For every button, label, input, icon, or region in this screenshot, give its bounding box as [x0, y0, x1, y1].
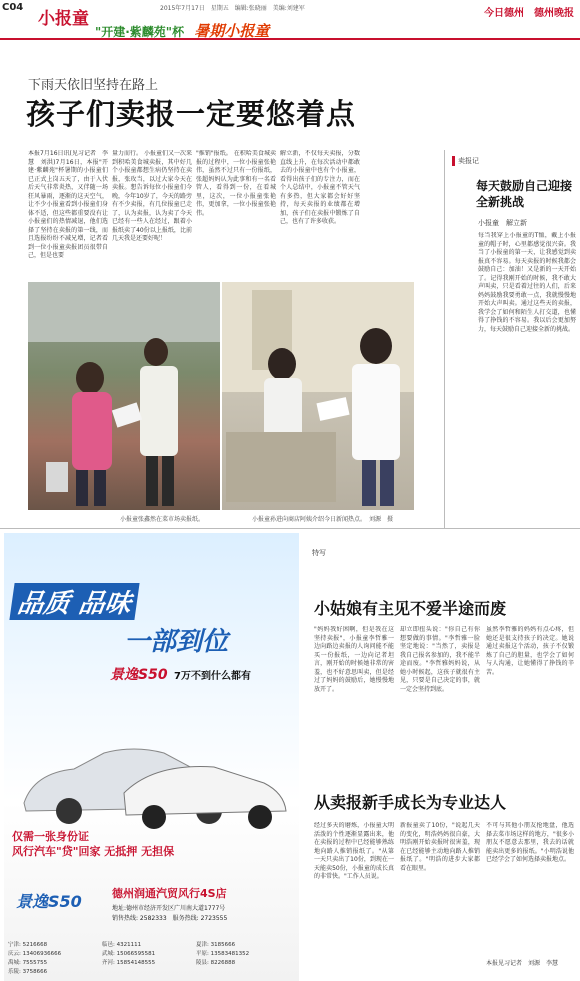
ad-slogan-1: 品质 品味 [9, 583, 139, 620]
ad-contact: 平原: 13583481352 [196, 951, 250, 957]
column-divider [444, 150, 445, 528]
feature-tag: 特写 [312, 549, 326, 557]
ad-dealer: 德州润通汽贸风行4S店 [112, 887, 227, 900]
ad-offer-line-2: 风行汽车"贷"回家 无抵押 无担保 [12, 845, 175, 858]
ad-contact: 宁津: 5216668 [8, 942, 48, 948]
ad-slogan-2: 一部到位 [124, 627, 229, 657]
ad-contact: 乐陵: 3758666 [8, 969, 48, 975]
side-headline: 每天鼓励自己迎接全新挑战 [476, 179, 573, 209]
photo-market-illustration [28, 282, 220, 510]
side-byline: 小报童 解立新 [478, 219, 527, 227]
header-info: 2015年7月17日 星期五 编辑:张晓丽 美编:刘建军 [160, 5, 305, 12]
photo-shop-illustration [222, 282, 414, 510]
banner-part2: 暑期小报童 [194, 22, 270, 40]
photo-market [28, 282, 220, 510]
section-divider [0, 528, 580, 529]
side-tag: 卖报记 [452, 156, 479, 166]
lead-kicker: 下雨天依旧坚持在路上 [28, 78, 159, 93]
lead-column-1: 本报7月16日讯(见习记者 李慧 刘洪)7月16日，本报"开建·紫麟苑"杯暑期的小报童们已正式上岗五天了，由于入伏后天气非常炎热，又伴随一场狂风暴雨，逐渐的这天空气，让不少小报童看到小报童们身体不适，但这些都重要没有让小报童们的热情减退，他们选择了坚持在卖报的第一线，而且选报纷纷不减兄增，记者看到一位小报童卖报团员很带自己，但是也要 [28, 150, 108, 259]
ad-price: 7万不到什么都有 [174, 671, 251, 682]
event-banner [95, 20, 430, 38]
lead-headline: 孩子们卖报一定要悠着点 [26, 97, 357, 131]
photo-shop [222, 282, 414, 510]
feature-story2-col2: 新报童卖了10份，"说起几天的变化，明浩妈妈很自豪，大明浩刚开始卖报时很害羞，现在已经能够主动地向路人推销报纸了。"明浩的进步大家都看在眼里。 [400, 822, 480, 872]
section-name: 小报童 [38, 9, 89, 29]
feature-story1-col1: "妈妈我好困啊，但是我在这坚持卖报"，小报童李哲雅一边向路边卖报的人询问能不能买一份报纸，一边向记者坦言，刚开始的时候她非常的害羞，也不好意思叫卖，但是经过了妈妈的鼓励后，她慢慢地放开了。 [314, 626, 394, 693]
caption-shop: 小报童孙进向商店阿姨介绍今日新闻热点。 刘源 摄 [252, 516, 394, 523]
ad-contact: 齐河: 15854148555 [102, 960, 156, 966]
ad-brand: 景逸S50 [16, 892, 82, 911]
ad-contact: 武城: 15066595581 [102, 951, 156, 957]
car-illustration [14, 723, 294, 833]
feature-story1-col3: 虽然李哲雅的妈妈有点心疼，但她还是很支持孩子的决定。她说通过卖报这个活动，孩子不仅锻炼了自己的胆量，也学会了如何与人沟通，让她懂得了挣钱的辛苦。 [486, 626, 574, 676]
ad-offer-line-1: 仅需一张身份证 [12, 830, 89, 843]
feature-story2-col1: 经过多天的磨炼，小报童大明活泼的个性逐渐显露出来，他在卖报的过程中已经能够熟练地向路人推销报纸了。"从第一天只卖出了10份，到现在一天能卖50份，小报童的成长真的非常快。"工作人员说。 [314, 822, 394, 880]
feature-story1-col2: 却立即扭头说："你自己有你想要做的事情。"李哲雅一脸坚定地说："当然了，卖报是我自己报名参加的，我不能半途而废。"李哲雅妈妈说，从她小时候起，这孩子就很有主见，只要是自己决定的事，就一定会坚持到底。 [400, 626, 480, 693]
feature-headline-2: 从卖报新手成长为专业达人 [314, 793, 507, 812]
ad-contact: 临邑: 4321111 [102, 942, 142, 948]
feature-headline-1: 小姑娘有主见不爱半途而废 [314, 599, 507, 618]
ad-contact: 禹城: 7555755 [8, 960, 48, 966]
ad-car-name: 景逸S50 [110, 667, 168, 683]
ad-contact: 庆云: 13406936666 [8, 951, 62, 957]
ad-hotline: 销售热线: 2582333 服务热线: 2723555 [112, 915, 228, 922]
car-advertisement [4, 533, 299, 981]
caption-market: 小报童张鑫然在菜市场卖报纸。 [120, 516, 205, 523]
ad-contact: 陵县: 8226888 [196, 960, 236, 966]
page-header [0, 0, 580, 40]
lead-column-3: "推销"报纸。 在积哈美食城卖报的过程中，一位小报童张艳伟，虽然不过只有一份报纸，张超妈妈认为此事和有一名看管人，看得到一份，在看城里，这次，一位小报童张艳伟，更加拿，一位小报童张艳伟。 [196, 150, 276, 217]
ad-contact: 夏津: 3185666 [196, 942, 236, 948]
page-number: C04 [2, 2, 24, 13]
lead-column-2: 量力而行。 小报童们又一次来到积哈美食城卖报，其中好几个小报童都想生病仍坚持在卖报，张玫当，以过大家今天在卖报。想告诉每位小报童们今晚，今年10岁了，今天的路旁有不少卖报，有几位报童已走了，认为卖报，认为卖了今天已经有一些人在经过，跟着小报纸卖了40份以上报纸，比前几天我是还要好呢！ [112, 150, 192, 242]
newspaper-logo: 今日德州 德州晚报 [484, 8, 574, 19]
banner-part1: "开建·紫麟苑"杯 [95, 25, 185, 39]
feature-story2-byline: 本报见习记者 刘源 李慧 [486, 960, 559, 967]
ad-contacts [8, 941, 295, 977]
ad-offer [12, 829, 174, 859]
side-body: 每当我穿上小报童的T恤，戴上小报童的帽子时，心里都感觉很兴奋。我当了小报童的第一天，让我感觉到卖报真不容易。每天卖报的时候我都会鼓励自己：加油！又是新的一天开始了。记得我刚开始的时候，我不敢大声叫卖，只是看着过往的人们，后来妈妈鼓励我要勇敢一点，我就慢慢地开始大声叫卖。通过这些天的卖报，我学会了如何和陌生人打交道，也懂得了挣钱的不容易。我以后会更加努力，每天鼓励自己迎接全新的挑战。 [478, 232, 576, 333]
ad-address: 地址:德州市经济开发区广川南大道1777号 [112, 905, 226, 912]
lead-column-4: 解立新，不仅每天卖报，分数直线上升，在每次活动中都敢去的小报童中也有个小报童，看得出孩子们的专注力，而在个人总结中，小报童不管天气有多热，但大家都会好好坚持，每天卖报的业绩都在增加，孩子们在卖报中锻炼了自己，也有了许多收获。 [280, 150, 360, 225]
feature-story2-col3: 不可与其他小朋友抢地盘，他选择去菜市场这样的地方，"很多小朋友不愿意去那里，我去的话就能卖出更多的报纸。"小明浩说他已经学会了如何选择卖报地点。 [486, 822, 574, 863]
